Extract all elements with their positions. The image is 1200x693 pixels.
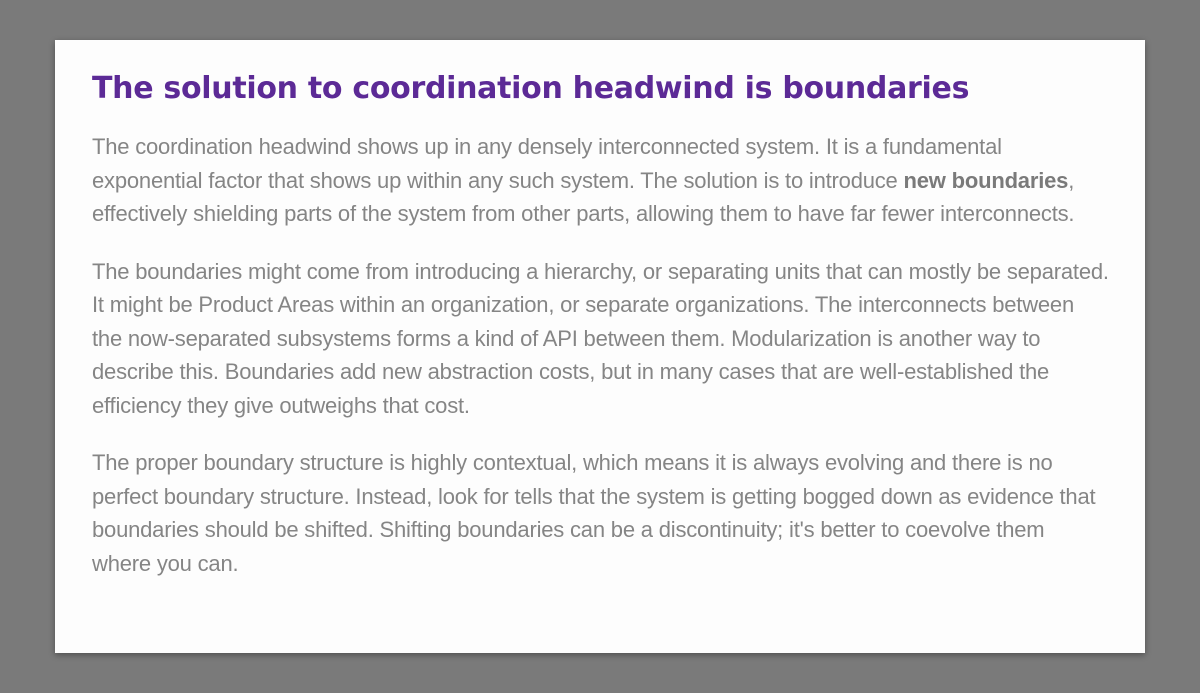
paragraph-2: The boundaries might come from introducing a hierarchy, or separating units that can mostly be separated. It might be Product Areas within an organization, or separate organizations. The interconnects between the now-separated subsystems forms a kind of API between them. Modularization is another way to describe this. Boundaries add new abstraction costs, but in many cases that are well-established the efficiency they give outweighs that cost. xyxy=(92,258,1109,418)
paragraph-3: The proper boundary structure is highly contextual, which means it is always evolving and there is no perfect boundary structure. Instead, look for tells that the system is getting bogged down as evidence that boundaries should be shifted. Shifting boundaries can be a discontinuity; it's better to coevolve them where you can. xyxy=(92,450,1096,576)
paragraph-1-text-before: The coordination headwind shows up in any densely interconnected system. It is a fundamental exponential factor that shows up within any such system. The solution is to introduce xyxy=(92,134,1002,193)
paragraph-1-bold-text: new boundaries xyxy=(903,167,1069,193)
paragraph-1-text-after: , effectively shielding parts of the system from other parts, allowing them to have far fewer interconnects. xyxy=(92,167,1075,226)
paragraph-1 xyxy=(92,130,1109,231)
content-card xyxy=(55,40,1145,653)
page-title: The solution to coordination headwind is boundaries xyxy=(92,71,970,106)
